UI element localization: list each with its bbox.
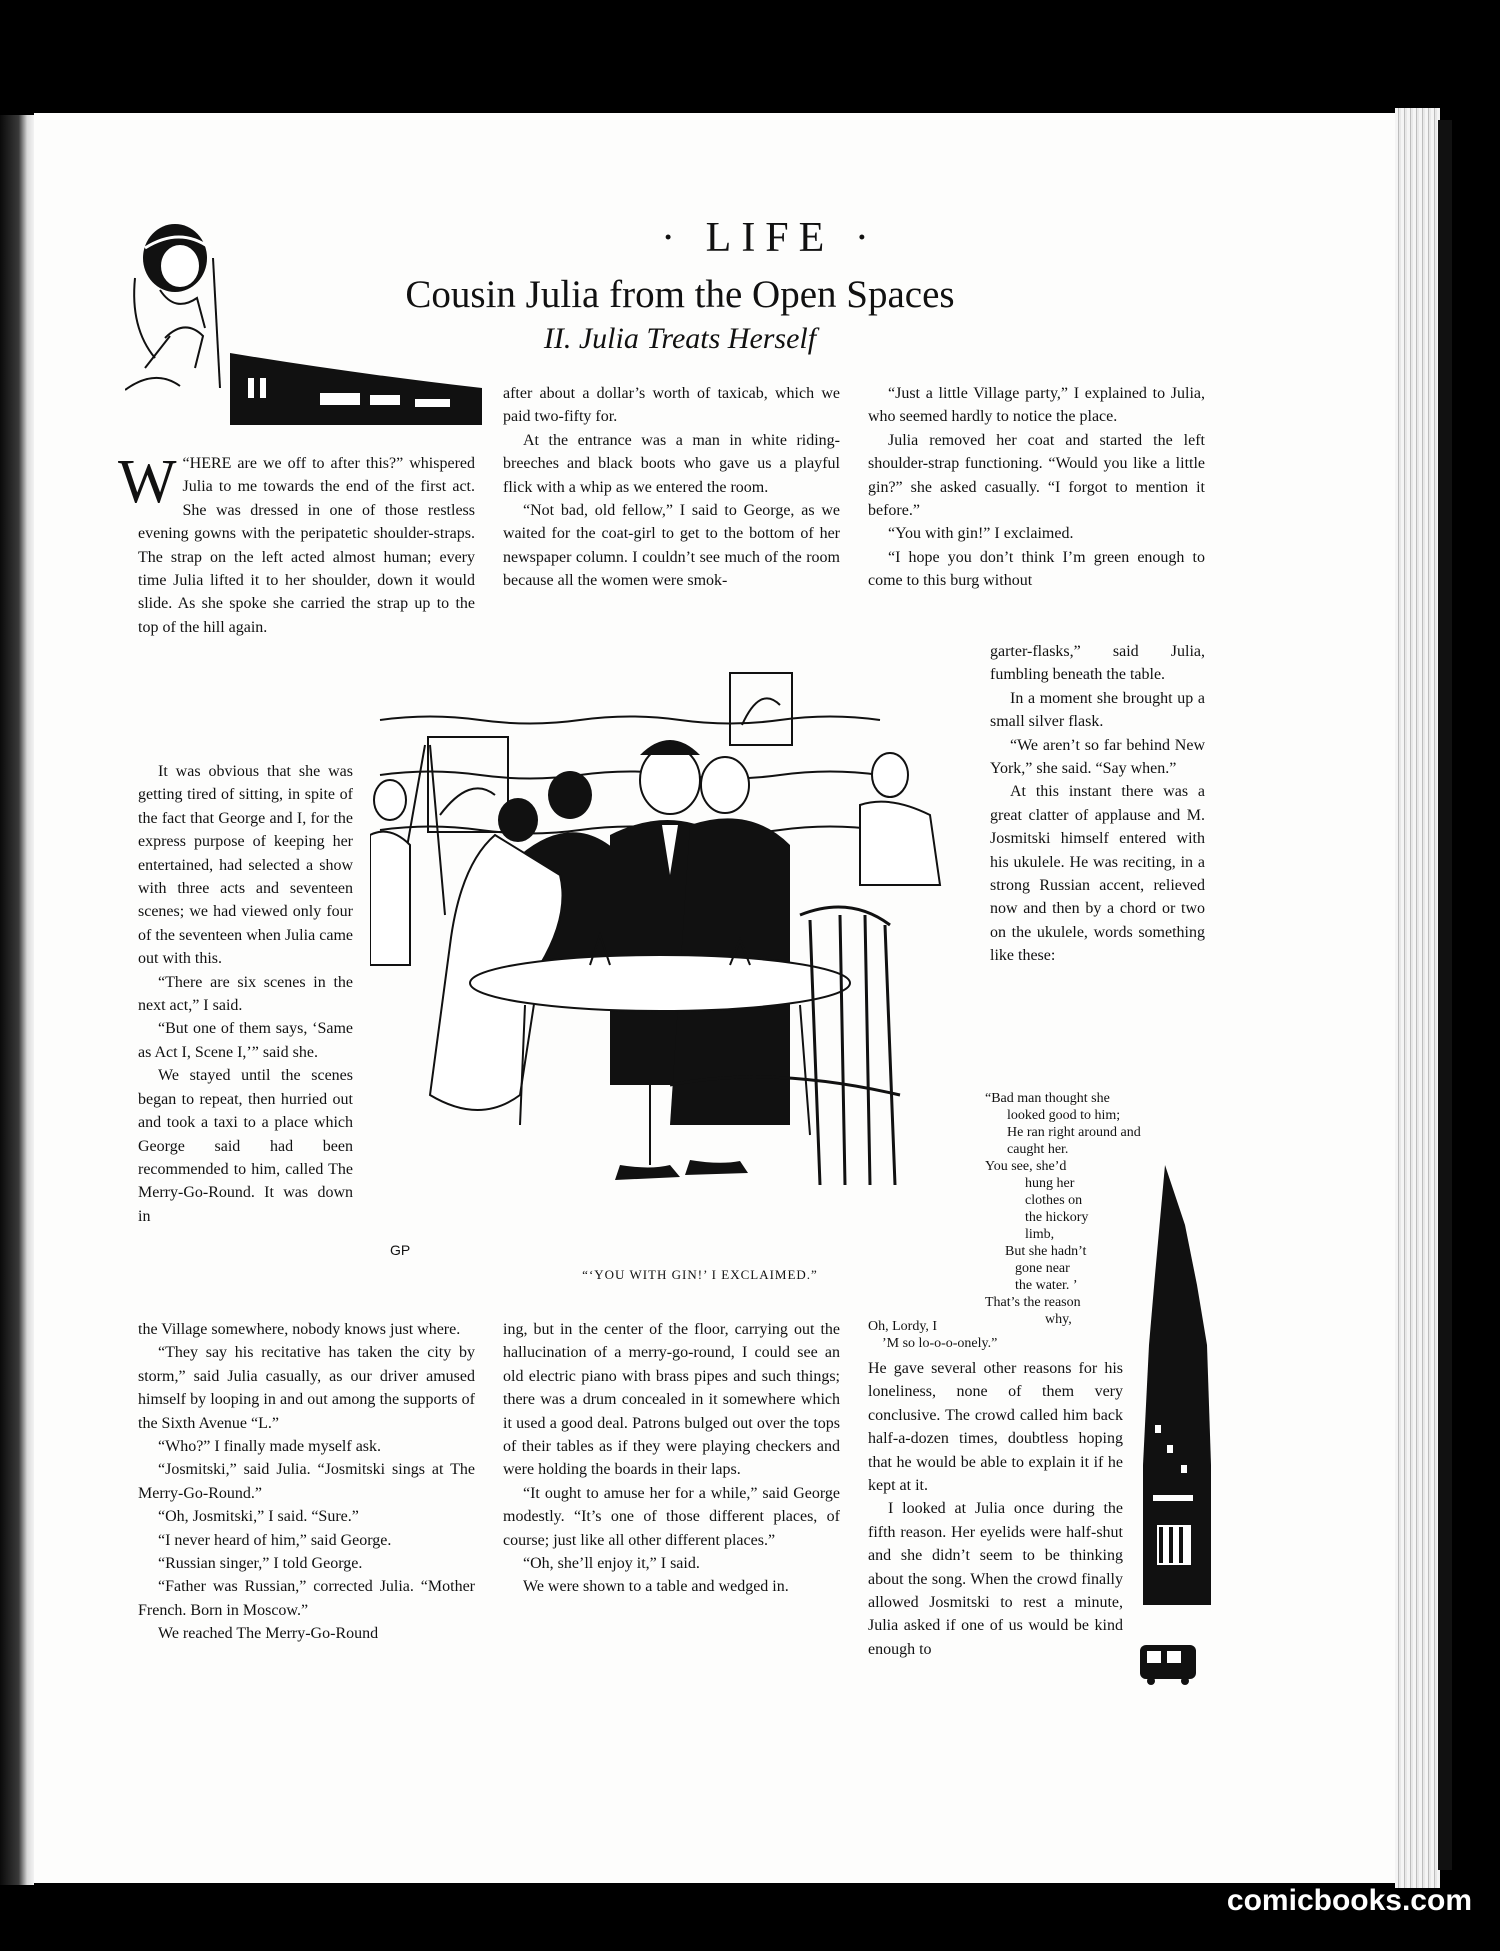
column-1-bottom — [138, 1318, 475, 1646]
column-2-bottom — [503, 1318, 840, 1599]
paragraph: “But one of them says, ‘Same as Act I, Scene I,’” said she. — [138, 1020, 353, 1061]
paragraph: We stayed until the scenes began to repeat, then hurried out and took a taxi to a place which George said had been recommended to him, called The Merry-Go-Round. It was down in — [138, 1067, 353, 1225]
column-3-bottom — [868, 1357, 1123, 1661]
man-right — [701, 757, 749, 813]
paragraph: “Russian singer,” I told George. — [158, 1555, 363, 1573]
article-title: Cousin Julia from the Open Spaces — [405, 273, 955, 316]
paragraph: “There are six scenes in the next act,” I said. — [138, 973, 353, 1015]
paragraph: In a moment she brought up a small silver flask. — [990, 689, 1205, 731]
paragraph: “They say his recitative has taken the city by storm,” said Julia casually, as our driver amused himself by looping in and out among the supports of the Sixth Avenue “L.” — [138, 1344, 475, 1432]
song-verse-end: Oh, Lordy, I ’M so lo-o-o-onely.” — [868, 1319, 998, 1351]
paragraph: “Father was Russian,” corrected Julia. “Mother French. Born in Moscow.” — [138, 1578, 475, 1619]
paragraph: “Who?” I finally made myself ask. — [158, 1438, 382, 1456]
paragraph: “Oh, Josmitski,” I said. “Sure.” — [158, 1508, 359, 1526]
paragraph: “Josmitski,” said Julia. “Josmitski sings at The Merry-Go-Round.” — [138, 1461, 475, 1502]
article-subtitle: II. Julia Treats Herself — [543, 322, 817, 355]
nightclub-illustration — [370, 665, 965, 1265]
woman-portrait-decoration — [125, 218, 240, 393]
paragraph: We reached The Merry-Go-Round — [158, 1625, 379, 1643]
man-left — [548, 771, 592, 819]
song-verse: “Bad man thought she looked good to him; He ran right around and caught her. You see, she’d hung her clothes on the hickory limb, But she hadn’t gone near the water. ’ That’s the reason why, — [985, 1091, 1141, 1327]
column-3-top — [868, 382, 1205, 593]
artist-signature: GP — [390, 1242, 411, 1258]
binding-edge — [1438, 120, 1452, 1870]
paragraph: W “HERE are we off to after this?” whispered Julia to me towards the end of the first act. She was dressed in one of those restless evening gowns with the peripatetic shoulder-straps. The strap on the left acted almost human; every time Julia lifted it to her shoulder, down it would slide. As she spoke she carried the strap up to the top of the hill again. — [118, 448, 475, 636]
site-watermark: comicbooks.com — [1226, 1884, 1472, 1917]
drop-cap: W — [118, 448, 177, 516]
paragraph: “We aren’t so far behind New York,” she said. “Say when.” — [990, 736, 1205, 778]
paragraph: ing, but in the center of the floor, carrying out the hallucination of a merry-go-round, I could see an old electric piano with brass pipes and such things; there was a drum concealed in it somewhere which it used a good deal. Patrons bulged out over the tops of their tables as if they were playing checkers and were holding the boards in their laps. — [503, 1321, 840, 1479]
paragraph: the Village somewhere, nobody knows just where. — [138, 1321, 461, 1338]
paragraph: “Oh, she’ll enjoy it,” I said. — [523, 1555, 700, 1573]
paragraph: Julia removed her coat and started the left shoulder-strap functioning. “Would you like a little gin?” she asked casually. “I forgot to mention it before.” — [868, 431, 1205, 520]
illustration-caption: “‘YOU WITH GIN!’ I EXCLAIMED.” — [582, 1267, 818, 1282]
magazine-masthead: · LIFE · — [661, 215, 879, 261]
paragraph: We were shown to a table and wedged in. — [523, 1578, 789, 1596]
left-page-edge — [0, 115, 34, 1885]
man-center — [640, 746, 700, 814]
paragraph: garter-flasks,” said Julia, fumbling beneath the table. — [990, 643, 1205, 684]
column-3-narrow — [990, 640, 1205, 968]
paragraph: “I never heard of him,” said George. — [158, 1531, 392, 1549]
column-2-top — [503, 382, 840, 593]
page-stack-edge — [1395, 108, 1440, 1888]
paragraph: At the entrance was a man in white riding-breeches and black boots who gave us a playful flick with a whip as we entered the room. — [503, 431, 840, 496]
paragraph: “It ought to amuse her for a while,” said George modestly. “It’s one of those different places, of course; just like all other different places.” — [503, 1484, 840, 1549]
paragraph: I looked at Julia once during the fifth reason. Her eyelids were half-shut and she didn’t seem to be thinking about the song. When the crowd finally allowed Josmitski to rest a minute, Julia asked if one of us would be kind enough to — [868, 1500, 1123, 1658]
paragraph: “Just a little Village party,” I explained to Julia, who seemed hardly to notice the place. — [868, 385, 1205, 426]
paragraph: At this instant there was a great clatter of applause and M. Josmitski himself entered with his ukulele. He was reciting, in a strong Russian accent, relieved now and then by a chord or two on the ukulele, words something like these: — [990, 783, 1205, 965]
paragraph: He gave several other reasons for his loneliness, none of them very conclusive. The crowd called him back half-a-dozen times, doubtless hoping that he would be able to explain it if he kept at it. — [868, 1360, 1123, 1495]
paragraph: “Not bad, old fellow,” I said to George, as we waited for the coat-girl to get to the bottom of her newspaper column. I couldn’t see much of the room because all the women were smok- — [503, 502, 840, 590]
paragraph: after about a dollar’s worth of taxicab, which we paid two-fifty for. — [503, 385, 840, 426]
column-1-narrow — [138, 760, 353, 1228]
column-1-top — [118, 448, 475, 639]
skyline-decoration — [1135, 1165, 1217, 1685]
paragraph: “I hope you don’t think I’m green enough to come to this burg without — [868, 548, 1205, 590]
paragraph: It was obvious that she was getting tired of sitting, in spite of the fact that George and I, for the express purpose of keeping her entertained, had selected a show with three acts and seventeen scenes; we had viewed only four of the seventeen when Julia came out with this. — [138, 763, 353, 968]
julia — [498, 798, 538, 842]
paragraph: “You with gin!” I exclaimed. — [888, 525, 1074, 543]
